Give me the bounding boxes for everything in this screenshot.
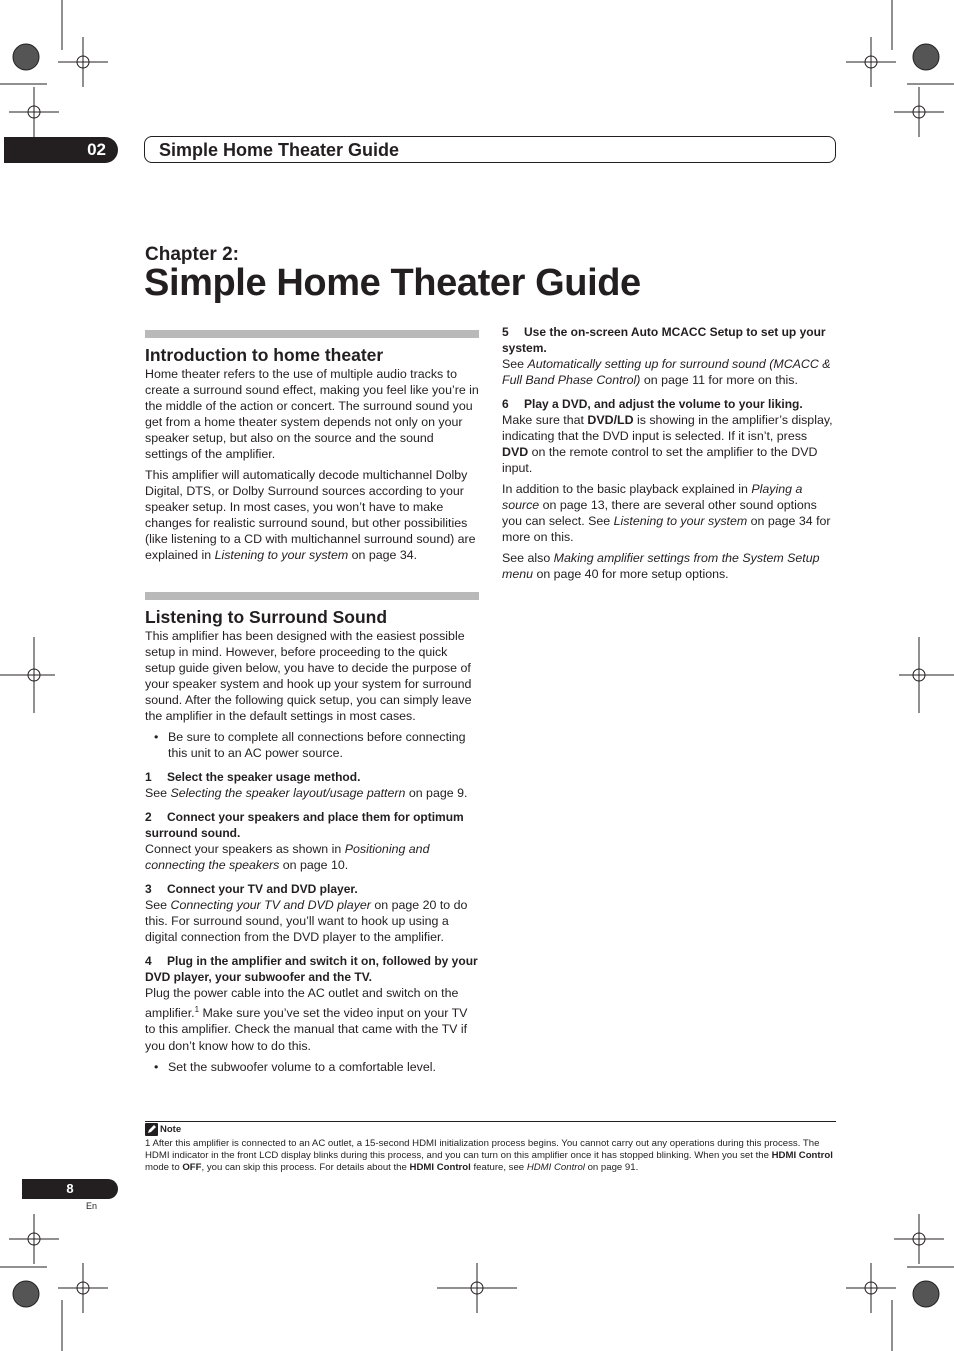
left-column <box>145 330 479 1080</box>
paragraph: See Selecting the speaker layout/usage pattern on page 9. <box>145 786 468 800</box>
pencil-note-icon <box>145 1123 158 1136</box>
paragraph: Plug the power cable into the AC outlet and switch on the amplifier.$^1$ Make sure you’ve set the video input on your TV to this amplifier. Check the manual that came with the TV if you don’t know how to do this. <box>145 986 468 1053</box>
cross-reference: Listening to your system <box>613 514 748 528</box>
step-heading: 2 Connect your speakers and place them for optimum surround sound. <box>145 810 464 840</box>
cross-reference: Listening to your system <box>214 548 349 562</box>
running-header-title: Simple Home Theater Guide <box>159 140 400 160</box>
paragraph: Make sure that DVD/LD is showing in the amplifier’s display, indicating that the DVD input is selected. If it isn’t, press DVD on the remote control to set the amplifier to the DVD input. <box>502 413 833 475</box>
language-code: En <box>86 1201 98 1211</box>
note-heading <box>145 1123 181 1136</box>
right-column <box>502 324 836 587</box>
note-label: Note <box>160 1124 182 1135</box>
section-bar <box>145 592 479 600</box>
step-heading: 1 Select the speaker usage method. <box>145 770 361 784</box>
step-heading: 5 Use the on-screen Auto MCACC Setup to set up your system. <box>502 325 826 355</box>
step-heading: 6 Play a DVD, and adjust the volume to your liking. <box>502 397 803 411</box>
step-heading: 3 Connect your TV and DVD player. <box>145 882 358 896</box>
bullet-item: • Set the subwoofer volume to a comfortable level. <box>154 1060 436 1075</box>
paragraph: See Connecting your TV and DVD player on page 20 to do this. For surround sound, you’ll want to hook up using a digital connection from the DVD player to the amplifier. <box>145 898 468 944</box>
section-heading-surround: Listening to Surround Sound <box>145 607 388 627</box>
button-name: DVD <box>502 445 529 459</box>
paragraph: This amplifier will automatically decode multichannel Dolby Digital, DTS, or Dolby Surround sources according to your speaker setup. In most cases, you won’t have to make changes for realistic surround sound, but other possibilities (like listening to a CD with multichannel surround sound) are explained in Listening to your system on page 34. <box>145 468 476 562</box>
cross-reference: Connecting your TV and DVD player <box>170 898 371 912</box>
chapter-title: Simple Home Theater Guide <box>144 262 641 304</box>
paragraph: See Automatically setting up for surround sound (MCACC & Full Band Phase Control) on page 11 for more on this. <box>502 357 831 387</box>
chapter-label: Chapter 2: <box>145 244 239 265</box>
paragraph: In addition to the basic playback explained in Playing a source on page 13, there are several other sound options you can select. See Listening to your system on page 34 for more on this. <box>502 482 831 544</box>
cross-reference: Making amplifier settings from the System Setup menu <box>502 551 820 581</box>
running-header <box>144 136 836 163</box>
bullet-item: • Be sure to complete all connections before connecting this unit to an AC power source. <box>154 730 466 760</box>
cross-reference: Selecting the speaker layout/usage pattern <box>170 786 406 800</box>
footnote-text: 1 After this amplifier is connected to an AC outlet, a 15-second HDMI initialization process begins. You cannot carry out any operations during this process. The HDMI indicator in the front LCD display blinks during this process, and you can turn on this amplifier once it has stopped blinking. When you set the HDMI Control mode to OFF, you can skip this process. For details about the HDMI Control feature, see HDMI Control on page 91. <box>145 1138 833 1173</box>
paragraph: This amplifier has been designed with the easiest possible setup in mind. However, before proceeding to the quick setup guide given below, you have to decide the purpose of your speaker system and hook up your system for surround sound. After the following quick setup, you can simply leave the amplifier in the default settings in most cases. <box>145 629 472 723</box>
chapter-number-tab: 02 <box>4 137 118 163</box>
page-number: 8 <box>22 1179 118 1199</box>
cross-reference: Playing a source <box>502 482 803 512</box>
paragraph: See also Making amplifier settings from the System Setup menu on page 40 for more setup options. <box>502 551 820 581</box>
footnote-marker: 1 <box>194 1004 200 1014</box>
section-bar <box>145 330 479 338</box>
paragraph: Connect your speakers as shown in Positioning and connecting the speakers on page 10. <box>145 842 430 872</box>
section-heading-intro: Introduction to home theater <box>145 345 384 365</box>
step-heading: 4 Plug in the amplifier and switch it on, followed by your DVD player, your subwoofer and the TV. <box>145 954 478 984</box>
paragraph: Home theater refers to the use of multiple audio tracks to create a surround sound effect, making you feel like you’re in the middle of the action or concert. The surround sound you get from a home theater system depends not only on your speaker setup, but also on the source and the sound settings of the amplifier. <box>145 367 479 461</box>
button-name: DVD/LD <box>587 413 634 427</box>
cross-reference: Automatically setting up for surround sound (MCACC & Full Band Phase Control) <box>502 357 831 387</box>
note-rule <box>145 1121 836 1122</box>
cross-reference: Positioning and connecting the speakers <box>145 842 430 872</box>
